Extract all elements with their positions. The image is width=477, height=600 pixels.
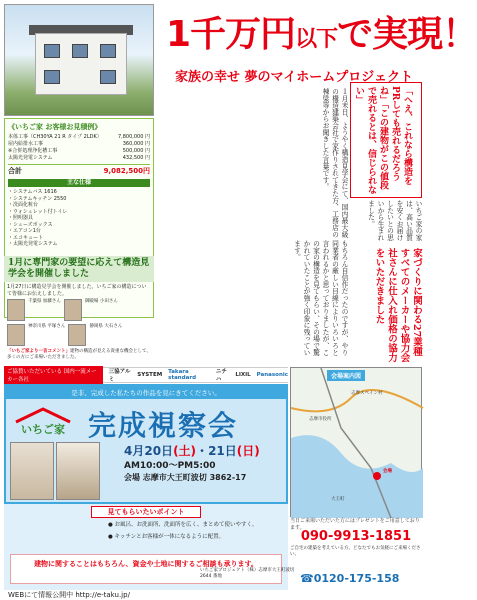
company-address: いちご家プロジェクト（株）志摩市大王町波切 2644 番地: [200, 568, 295, 579]
brand-text: いちご家: [21, 423, 65, 436]
seminar-section: [4, 256, 154, 366]
consultation-note: 建物に関することはもちろん、資金や土地に関するご相談も承ります。: [10, 554, 282, 584]
event-date: 4月20日(土)・21日(日): [124, 444, 260, 458]
spec-item: ・システムキッチン 2550: [8, 195, 67, 202]
spec-item: ・エアコン1台: [8, 228, 41, 234]
seminar-desc: 1月27日に構造見学会を開催しました。いちご家の構造について皆様にお伝えしました。: [7, 284, 147, 297]
venue-map: [290, 367, 422, 517]
main-headline: 1千万円以下で実現！: [166, 14, 477, 55]
points-title: 見てもらいたいポイント: [91, 506, 201, 518]
intro-text: １月末日、ようやく構造見学会にて、国内最大級の構造建築会社で家作りされてきた方、工務店の棟梁等からお聞きした言葉です。: [321, 88, 348, 238]
person-name: 静岡県 大石さん: [89, 324, 123, 329]
map-label: 大王町: [331, 497, 345, 502]
seminar-people-row: [4, 299, 154, 321]
map-note: 当日ご来場いただいた方にはプレゼントをご用意しております。: [290, 518, 420, 531]
partner-logo: LIXIL: [235, 372, 251, 378]
footer-company: [200, 564, 422, 596]
price-row: 本体工事（CH30YA 21 R タイプ 2LDK） 7,800,000 円: [8, 134, 150, 140]
freecall-number: ☎0120-175-158: [300, 572, 400, 585]
person-photo: [7, 299, 25, 321]
partner-logo: ニチハ: [215, 369, 227, 383]
price-total: 合計 9,082,500円: [8, 164, 150, 176]
price-box-title: 《いちご家 お客様お見積例》: [8, 123, 102, 131]
partner-logo: SYSTEM: [137, 372, 163, 378]
phone-note: ご自宅の建築を考えている方、どなたでもお気軽にご来場ください。: [290, 546, 421, 557]
partner-logo: 三協アルミ: [108, 369, 131, 383]
body-text: もちろん自信作だったのですが、やり同業者の厳しい目線によりいろいろと言われるかと思っておりましたが、この家の構造を見てもらい、その場で驚かれていたことが強く印象に残っています。: [292, 240, 348, 356]
event-time: AM10:00～PM5:00: [124, 461, 216, 471]
partner-logo: Takara standard: [168, 369, 196, 381]
person-name: 神奈川県 平塚さん: [28, 324, 66, 329]
partners-tag: ご協賛いただいている 国内一流メーカー各社: [4, 366, 103, 384]
price-row: 太陽光発電システム 432,500 円: [8, 155, 150, 161]
seminar-comment: 「いちご家より一言コメント」建物の構造が見える貴重な機会として、多くの方にご来場いただきました。: [7, 349, 151, 360]
map-title: 会場案内図: [327, 370, 365, 381]
phone-icon: ☎: [300, 572, 314, 585]
seminar-people-row: [4, 324, 154, 346]
person-name: 千葉県 加藤さん: [28, 299, 61, 304]
strawberry-house-logo-icon: [12, 406, 74, 436]
phone-number: 090-9913-1851: [300, 529, 412, 544]
map-venue-label: 会場: [383, 469, 392, 474]
quote-text: 「へえ、これなら構造をPRしても売れるだろうね」「この建物がこの値段で売れるとは、信じられない」: [354, 86, 412, 194]
event-banner: [4, 384, 288, 504]
spec-item: ・洗面化粧台: [8, 202, 39, 208]
supplier-message: 家づくりに関わる27業種すべてのメーカーや協力会社さんに仕入れ価格の協力をいただきました: [373, 248, 422, 362]
spec-item: ・太陽光発電システム: [8, 241, 58, 247]
spec-item: ・照明器具: [8, 215, 34, 221]
point-item: ● お風呂、お洗面所、洗面所を広く、まとめて使いやすく。: [108, 522, 258, 528]
interior-photo: [56, 442, 100, 500]
spec-item: ・エコキュート: [8, 234, 44, 241]
event-place: 会場 志摩市大王町波切 3862-17: [124, 473, 247, 482]
event-title: 完成視察会: [88, 409, 239, 442]
map-label: 志摩スペイン村: [351, 391, 383, 396]
person-photo: [64, 299, 82, 321]
web-link[interactable]: WEBにて情報公開中 http://e-taku.jp/: [8, 591, 130, 599]
price-row: 屋内給排水工事 360,000 円: [8, 141, 150, 147]
spec-item: ・システムバス 1616: [8, 189, 57, 195]
body-text-right: いちご家の家は、高い品質を安くお届けしたいとの思いから生まれました。: [366, 200, 422, 241]
hero-house-photo: [4, 4, 154, 116]
interior-photo: [10, 442, 54, 500]
spec-item: ・シューズボックス: [8, 221, 53, 228]
person-photo: [7, 324, 25, 346]
spec-header: 主な仕様: [8, 179, 150, 187]
map-label: 志摩市役所: [309, 417, 332, 422]
partner-logos-bar: [4, 367, 288, 383]
subheadline: 家族の幸せ 夢のマイホームプロジェクト: [174, 70, 413, 85]
quote-box: [350, 82, 422, 198]
event-top-line: 是非、完成した私たちの作品を見にきてください。: [6, 386, 286, 399]
person-photo: [68, 324, 86, 346]
seminar-title: 1月に専門家の要望に応えて構造見学会を開催しました: [4, 256, 154, 282]
partner-logo: Panasonic: [256, 372, 289, 378]
point-item: ● キッチンとお客様が一体になるように配置。: [108, 533, 225, 540]
person-name: 御殿場 小田さん: [84, 299, 118, 304]
price-row: ※合併処理浄化槽工事 500,000 円: [8, 148, 150, 154]
spec-item: ・ウォシュレット付トイレ: [8, 208, 68, 215]
